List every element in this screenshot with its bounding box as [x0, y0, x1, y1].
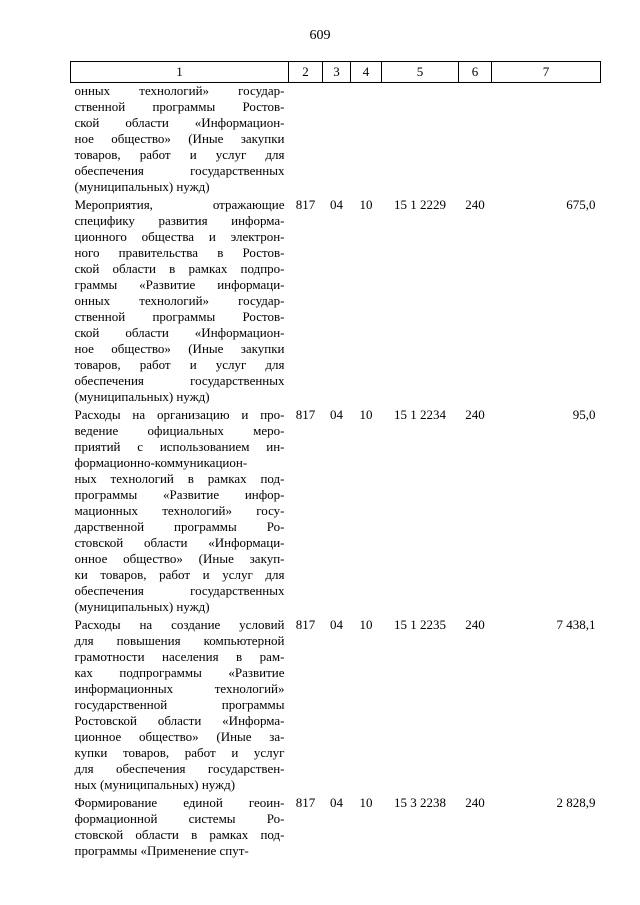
description-line: ках подпрограммы «Развитие — [74, 665, 285, 680]
description-line: товаров, работ и услуг для — [74, 147, 285, 162]
expense-type-code: 240 — [465, 617, 485, 632]
table-row — [71, 197, 601, 405]
row-description — [71, 407, 289, 615]
description-line: ного правительства в Ростов- — [74, 245, 285, 260]
description-line: ционное общество» (Иные за- — [74, 729, 285, 744]
table-row — [71, 83, 601, 196]
table-row — [71, 617, 601, 793]
section-code: 04 — [330, 407, 343, 422]
description-line: ской области в рамках подпро- — [74, 261, 285, 276]
amount: 7 438,1 — [556, 617, 596, 632]
description-line: дарственной программы Ро- — [74, 519, 285, 534]
row-description — [71, 617, 289, 793]
amount: 2 828,9 — [556, 795, 596, 810]
description-line: Ростовской области «Информа- — [74, 713, 285, 728]
description-line: ных технологий в рамках под- — [74, 471, 285, 486]
subsection-code — [351, 83, 382, 196]
description-line: обеспечения государственных — [74, 373, 285, 388]
column-header-6: 6 — [459, 62, 492, 83]
description-line: Мероприятия, отражающие — [74, 197, 285, 212]
description-line: Расходы на организацию и про- — [74, 407, 285, 422]
ministry-code: 817 — [295, 407, 316, 422]
description-line: ционного общества и электрон- — [74, 229, 285, 244]
description-line: купки товаров, работ и услуг — [74, 745, 285, 760]
subsection-code: 10 — [359, 197, 373, 212]
description-line: программы «Развитие инфор- — [74, 487, 285, 502]
description-line: специфику развития информа- — [74, 213, 285, 228]
budget-table — [70, 61, 601, 859]
description-line: ственной программы Ростов- — [74, 309, 285, 324]
table-row — [71, 795, 601, 859]
description-line: ное общество» (Иные закупки — [74, 131, 285, 146]
description-line: (муниципальных) нужд) — [74, 389, 210, 404]
description-line: Формирование единой геоин- — [74, 795, 285, 810]
description-line: ской области «Информацион- — [74, 115, 285, 130]
description-line: формационной системы Ро- — [74, 811, 285, 826]
subsection-code: 10 — [359, 795, 373, 810]
description-line: ки товаров, работ и услуг для — [74, 567, 285, 582]
expense-type-code: 240 — [465, 795, 485, 810]
description-line: онное общество» (Иные закуп- — [74, 551, 285, 566]
section-code: 04 — [330, 617, 343, 632]
column-header-4: 4 — [351, 62, 382, 83]
row-description — [71, 795, 289, 859]
column-header-5: 5 — [382, 62, 459, 83]
description-line: обеспечения государственных — [74, 163, 285, 178]
target-article-code — [382, 83, 459, 196]
ministry-code — [289, 83, 323, 196]
description-line: (муниципальных) нужд) — [74, 599, 210, 614]
row-description — [71, 197, 289, 405]
subsection-code: 10 — [359, 407, 373, 422]
description-line: Расходы на создание условий — [74, 617, 285, 632]
description-line: ных (муниципальных) нужд) — [74, 777, 236, 792]
column-header-3: 3 — [323, 62, 351, 83]
description-line: товаров, работ и услуг для — [74, 357, 285, 372]
section-code: 04 — [330, 197, 343, 212]
description-line: грамотности населения в рам- — [74, 649, 285, 664]
target-article-code: 15 3 2238 — [394, 795, 446, 810]
description-line: граммы «Развитие информаци- — [74, 277, 285, 292]
description-line: мационных технологий» госу- — [74, 503, 285, 518]
description-line: ведение официальных меро- — [74, 423, 285, 438]
description-line: онных технологий» государ- — [74, 293, 285, 308]
description-line: для обеспечения государствен- — [74, 761, 285, 776]
expense-type-code: 240 — [465, 197, 485, 212]
table-body — [71, 83, 601, 860]
target-article-code: 15 1 2235 — [394, 617, 446, 632]
target-article-code: 15 1 2229 — [394, 197, 446, 212]
description-line: стовской области в рамках под- — [74, 827, 285, 842]
section-code: 04 — [330, 795, 343, 810]
section-code — [323, 83, 351, 196]
amount: 675,0 — [566, 197, 596, 212]
description-line: ное общество» (Иные закупки — [74, 341, 285, 356]
amount — [492, 83, 601, 196]
description-line: (муниципальных) нужд) — [74, 179, 210, 194]
ministry-code: 817 — [295, 197, 316, 212]
expense-type-code — [459, 83, 492, 196]
column-header-1: 1 — [71, 62, 289, 83]
table-header — [71, 62, 601, 83]
column-header-7: 7 — [492, 62, 601, 83]
description-line: программы «Применение спут- — [74, 843, 249, 858]
page-number: 609 — [309, 28, 331, 43]
description-line: государственной программы — [74, 697, 285, 712]
description-line: приятий с использованием ин- — [74, 439, 285, 454]
description-line: информационных технологий» — [74, 681, 285, 696]
description-line: для повышения компьютерной — [74, 633, 285, 648]
subsection-code: 10 — [359, 617, 373, 632]
description-line: обеспечения государственных — [74, 583, 285, 598]
amount: 95,0 — [572, 407, 596, 422]
row-description — [71, 83, 289, 196]
column-header-2: 2 — [289, 62, 323, 83]
description-line: формационно-коммуникацион- — [74, 455, 248, 470]
expense-type-code: 240 — [465, 407, 485, 422]
description-line: стовской области «Информаци- — [74, 535, 285, 550]
table-row — [71, 407, 601, 615]
target-article-code: 15 1 2234 — [394, 407, 446, 422]
description-line: онных технологий» государ- — [74, 83, 285, 98]
description-line: ской области «Информацион- — [74, 325, 285, 340]
ministry-code: 817 — [295, 795, 316, 810]
ministry-code: 817 — [295, 617, 316, 632]
description-line: ственной программы Ростов- — [74, 99, 285, 114]
